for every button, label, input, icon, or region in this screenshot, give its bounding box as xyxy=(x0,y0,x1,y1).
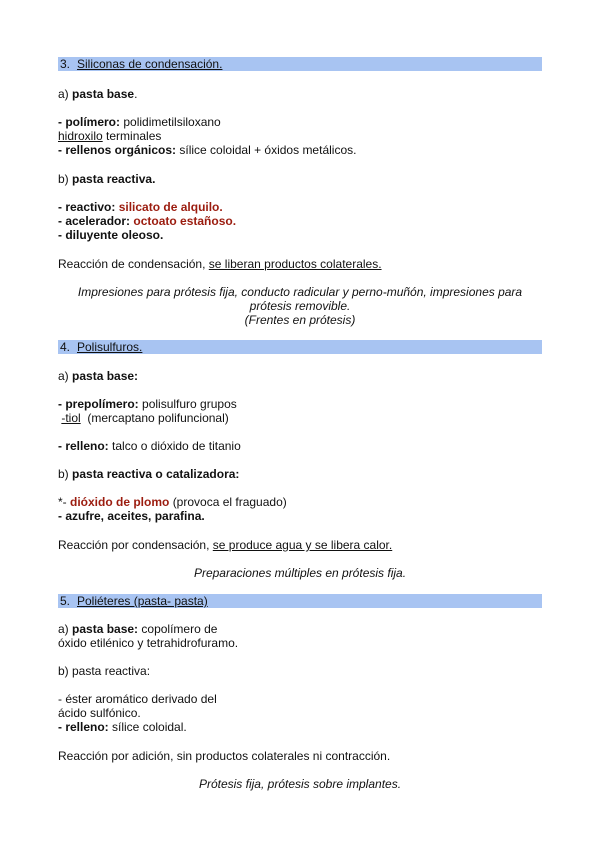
polymer-line: - polímero: polidimetilsiloxano xyxy=(58,115,221,129)
fillers-line: - rellenos orgánicos: sílice coloidal + óxidos metálicos. xyxy=(58,143,357,157)
section-5-header xyxy=(58,594,542,608)
reactive-paste-line: b) pasta reactiva: xyxy=(58,664,151,678)
base-paste-line: a) pasta base: xyxy=(58,369,139,383)
reaction-line: Reacción por adición, sin productos colaterales ni contracción. xyxy=(58,749,391,763)
ester-line-2: ácido sulfónico. xyxy=(58,706,141,720)
section-title: Poliéteres (pasta- pasta) xyxy=(77,594,208,608)
polymer-line-2: hidroxilo terminales xyxy=(58,129,162,143)
catalyst-line-2: - azufre, aceites, parafina. xyxy=(58,509,205,523)
base-paste-line: a) pasta base: copolímero de xyxy=(58,622,218,636)
reactive-paste-line: b) pasta reactiva o catalizadora: xyxy=(58,467,240,481)
section-4-header xyxy=(58,340,542,354)
reactive-agent-line: - reactivo: silicato de alquilo. xyxy=(58,200,223,214)
catalyst-line-1: *- dióxido de plomo (provoca el fraguado) xyxy=(58,495,287,509)
uses-line-1: Impresiones para prótesis fija, conducto radicular y perno-muñón, impresiones para xyxy=(77,285,523,299)
prepolymer-line-2: -tiol (mercaptano polifuncional) xyxy=(61,411,229,425)
diluent-line: - diluyente oleoso. xyxy=(58,228,164,242)
ester-line-1: - éster aromático derivado del xyxy=(58,692,217,706)
section-title: Siliconas de condensación. xyxy=(77,57,223,71)
reaction-line: Reacción de condensación, se liberan productos colaterales. xyxy=(58,257,382,271)
section-number: 4. xyxy=(60,340,71,354)
accelerator-line: - acelerador: octoato estañoso. xyxy=(58,214,237,228)
uses-line-1: Preparaciones múltiples en prótesis fija. xyxy=(193,566,407,580)
section-number: 5. xyxy=(60,594,71,608)
filler-line: - relleno: sílice coloidal. xyxy=(58,720,187,734)
base-paste-line: a) pasta base. xyxy=(58,87,138,101)
reaction-line: Reacción por condensación, se produce agua y se libera calor. xyxy=(58,538,393,552)
uses-line-3: (Frentes en prótesis) xyxy=(244,313,356,327)
filler-line: - relleno: talco o dióxido de titanio xyxy=(58,439,241,453)
uses-line-1: Prótesis fija, prótesis sobre implantes. xyxy=(198,777,402,791)
uses-line-2: prótesis removible. xyxy=(249,299,351,313)
prepolymer-line: - prepolímero: polisulfuro grupos xyxy=(58,397,237,411)
section-3-header xyxy=(58,57,542,71)
section-title: Polisulfuros. xyxy=(77,340,143,354)
reactive-paste-line: b) pasta reactiva. xyxy=(58,172,156,186)
base-paste-line-2: óxido etilénico y tetrahidrofuramo. xyxy=(58,636,239,650)
section-number: 3. xyxy=(60,57,71,71)
